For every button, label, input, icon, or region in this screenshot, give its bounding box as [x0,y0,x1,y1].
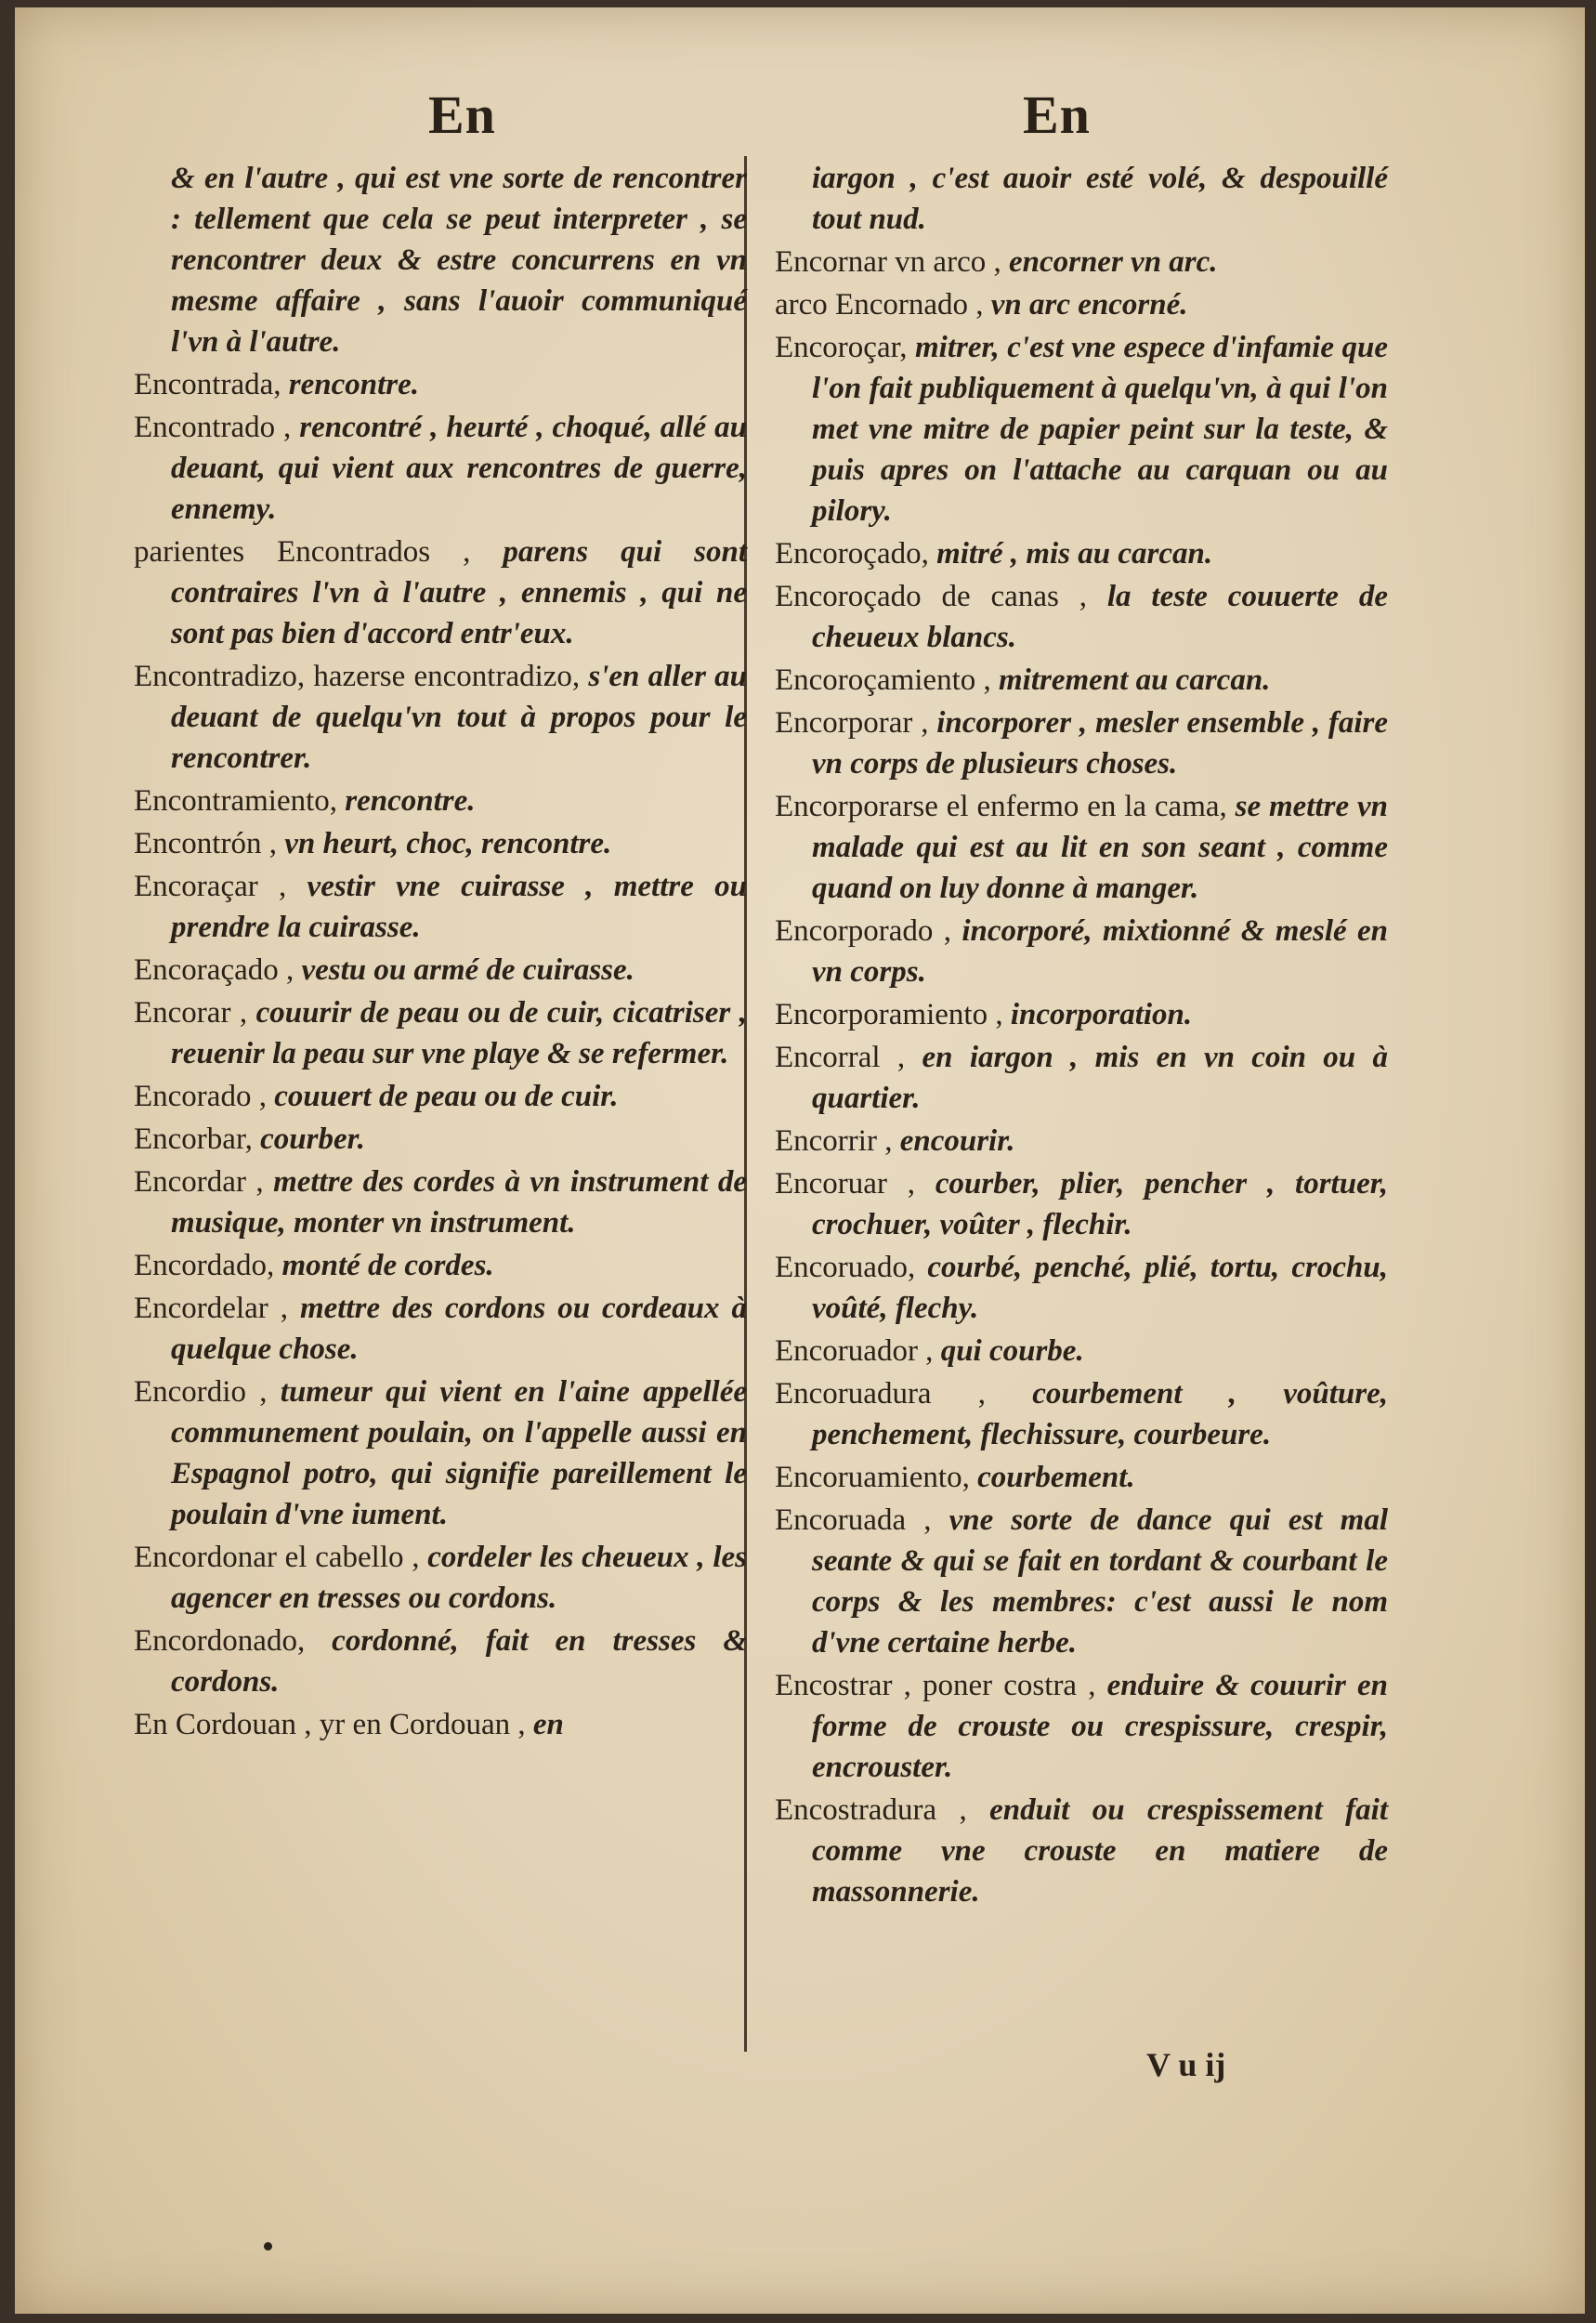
dictionary-entry [775,1163,1388,1245]
entry-headword: Encontrado , [134,411,300,444]
entry-headword: Encoroçamiento , [775,663,999,697]
entry-headword: Encoruada , [775,1503,949,1537]
entry-definition: incorporer , mesler ensemble , faire vn corps de plusieurs choses. [812,706,1389,781]
entry-definition: vestu ou armé de cuirasse. [301,953,634,987]
dictionary-entry [775,533,1388,574]
dictionary-entry [134,992,747,1074]
entry-headword: Encontradizo, hazerse encontradizo, [134,660,589,693]
dictionary-entry [134,1076,747,1117]
signature-mark: V u ij [1146,2046,1226,2083]
entry-definition: rencontre. [288,368,420,401]
entry-headword: Encoruar , [775,1167,935,1201]
dictionary-entry [775,994,1388,1035]
entry-headword: Encorporar , [775,706,937,740]
dictionary-entry [775,1665,1388,1788]
dictionary-entry [134,1288,747,1370]
ink-spot [264,2242,272,2251]
dictionary-entry [134,1245,747,1286]
dictionary-entry [775,1037,1388,1119]
entry-headword: Encontrada, [134,368,289,401]
dictionary-entry [134,1371,747,1535]
entry-headword: Encoroçado de canas , [775,580,1107,613]
entry-definition: mettre des cordes à vn instrument de musique, monter vn instrument. [171,1165,747,1240]
dictionary-entry [134,823,747,864]
dictionary-entry [775,1331,1388,1371]
dictionary-entry [775,1247,1388,1329]
dictionary-entry [134,532,747,654]
entry-headword: Encorporarse el enfermo en la cama, [775,790,1236,823]
entry-definition: iargon , c'est auoir esté volé, & despouillé tout nud. [812,162,1388,236]
dictionary-entry [134,158,747,362]
entry-headword: Encornar vn arco , [775,245,1009,279]
entry-headword: Encordonado, [134,1624,333,1658]
entry-definition: vn arc encorné. [990,288,1188,322]
entry-definition: incorporé, mixtionné & meslé en vn corps. [812,914,1388,989]
dictionary-entry [134,1162,747,1243]
entry-headword: Encordonar el cabello , [134,1541,428,1574]
dictionary-entry [775,702,1388,784]
entry-definition: courbement , voûture, penchement, flechissure, courbeure. [812,1377,1389,1451]
entry-definition: enduire & couurir en forme de crouste ou crespissure, crespir, encrouster. [812,1669,1389,1784]
dictionary-page [15,7,1585,2314]
entry-headword: Encoraçado , [134,953,302,987]
entry-headword: Encorporamiento , [775,998,1011,1031]
entry-headword: parientes Encontrados , [134,535,504,569]
entry-headword: Encorral , [775,1041,922,1074]
entry-definition: la teste couuerte de cheueux blancs. [812,580,1388,654]
entry-headword: Encordar , [134,1165,274,1199]
running-head-right: En [1023,85,1091,145]
dictionary-entry [134,1119,747,1160]
dictionary-entry [775,1121,1388,1162]
entry-headword: Encorbar, [134,1122,261,1156]
entry-definition: monté de cordes. [281,1249,494,1282]
dictionary-entry [775,158,1388,240]
dictionary-entry [775,1500,1388,1663]
entry-definition: cordonné, fait en tresses & cordons. [171,1624,747,1699]
entry-definition: couurir de peau ou de cuir, cicatriser , reuenir la peau sur vne playe & se refermer. [171,996,747,1070]
entry-definition: vestir vne cuirasse , mettre ou prendre la cuirasse. [171,870,747,944]
entry-headword: Encorporado , [775,914,962,948]
entry-definition: encorner vn arc. [1008,245,1218,279]
entry-headword: Encontramiento, [134,784,346,818]
entry-definition: encourir. [899,1124,1015,1158]
entry-headword: arco Encornado , [775,288,991,322]
entry-headword: Encoruado, [775,1251,928,1284]
dictionary-entry [134,1621,747,1702]
entry-definition: mettre des cordons ou cordeaux à quelque chose. [171,1292,747,1366]
dictionary-entry [134,1704,747,1745]
entry-headword: Encoruadura , [775,1377,1033,1411]
entry-definition: mitrer, c'est vne espece d'infamie que l'on fait publiquement à quelqu'vn, à qui l'on met vne mitre de papier peint sur la teste, & puis apres on l'attache au carquan ou au pilory. [812,331,1388,528]
entry-definition: couuert de peau ou de cuir. [274,1080,619,1113]
dictionary-entry [775,327,1388,532]
entry-headword: Encoroçar, [775,331,916,364]
dictionary-entry [775,1790,1388,1912]
entry-headword: Encorar , [134,996,256,1030]
entry-headword: Encoruador , [775,1334,941,1368]
right-column [775,158,1388,1914]
entry-definition: vne sorte de dance qui est mal seante & qui se fait en tordant & courbant le corps & les membres: c'est aussi le nom d'vne certaine herbe. [812,1503,1388,1660]
entry-definition: qui courbe. [940,1334,1084,1368]
dictionary-entry [775,786,1388,909]
dictionary-entry [775,660,1388,701]
entry-headword: Encontrón , [134,827,285,860]
entry-definition: courbement. [977,1461,1135,1494]
entry-definition: rencontre. [345,784,476,818]
entry-definition: vn heurt, choc, rencontre. [284,827,612,860]
dictionary-entry [134,1537,747,1619]
entry-definition: mitrement au carcan. [999,663,1271,697]
entry-headword: Encordado, [134,1249,282,1282]
entry-definition: mitré , mis au carcan. [936,537,1213,571]
entry-definition: courbé, penché, plié, tortu, crochu, voûté, flechy. [812,1251,1388,1325]
running-head-left: En [428,85,496,145]
entry-headword: Encostrar , poner costra , [775,1669,1107,1702]
entry-headword: Encoraçar , [134,870,307,903]
entry-definition: incorporation. [1010,998,1193,1031]
entry-definition: enduit ou crespissement fait comme vne crouste en matiere de massonnerie. [812,1793,1389,1909]
dictionary-entry [775,1457,1388,1498]
dictionary-entry [775,242,1388,282]
dictionary-entry [134,364,747,405]
entry-headword: Encoroçado, [775,537,937,571]
dictionary-entry [134,407,747,530]
entry-definition: cordeler les cheueux , les agencer en tresses ou cordons. [171,1541,747,1615]
dictionary-entry [134,656,747,779]
entry-definition: courber, plier, pencher , tortuer, crochuer, voûter , flechir. [812,1167,1388,1241]
entry-definition: parens qui sont contraires l'vn à l'autre , ennemis , qui ne sont pas bien d'accord entr'eux. [171,535,748,650]
entry-definition: en iargon , mis en vn coin ou à quartier. [812,1041,1388,1115]
dictionary-entry [775,576,1388,658]
entry-headword: Encostradura , [775,1793,990,1827]
entry-definition: en [532,1708,564,1741]
entry-headword: Encoruamiento, [775,1461,978,1494]
dictionary-entry [134,950,747,991]
dictionary-entry [775,284,1388,325]
entry-definition: s'en aller au deuant de quelqu'vn tout à propos pour le rencontrer. [171,660,747,775]
entry-headword: Encorrir , [775,1124,900,1158]
dictionary-entry [775,1373,1388,1455]
dictionary-entry [775,911,1388,992]
entry-headword: Encordio , [134,1375,281,1409]
left-column [134,158,747,1747]
dictionary-entry [134,866,747,948]
entry-headword: Encordelar , [134,1292,300,1325]
entry-definition: tumeur qui vient en l'aine appellée communement poulain, on l'appelle aussi en Espagnol potro, qui signifie pareillement le poulain d'vne iument. [171,1375,747,1531]
entry-definition: & en l'autre , qui est vne sorte de rencontrer : tellement que cela se peut interpreter , se rencontrer deux & estre concurrens en vn mesme affaire , sans l'auoir communiqué l'vn à l'autre. [171,162,747,359]
entry-headword: En Cordouan , yr en Cordouan , [134,1708,533,1741]
entry-definition: courber. [260,1122,365,1156]
entry-headword: Encorado , [134,1080,275,1113]
entry-definition: rencontré , heurté , choqué, allé au deuant, qui vient aux rencontres de guerre, ennemy. [171,411,747,526]
entry-definition: se mettre vn malade qui est au lit en son seant , comme quand on luy donne à manger. [812,790,1388,905]
dictionary-entry [134,781,747,821]
